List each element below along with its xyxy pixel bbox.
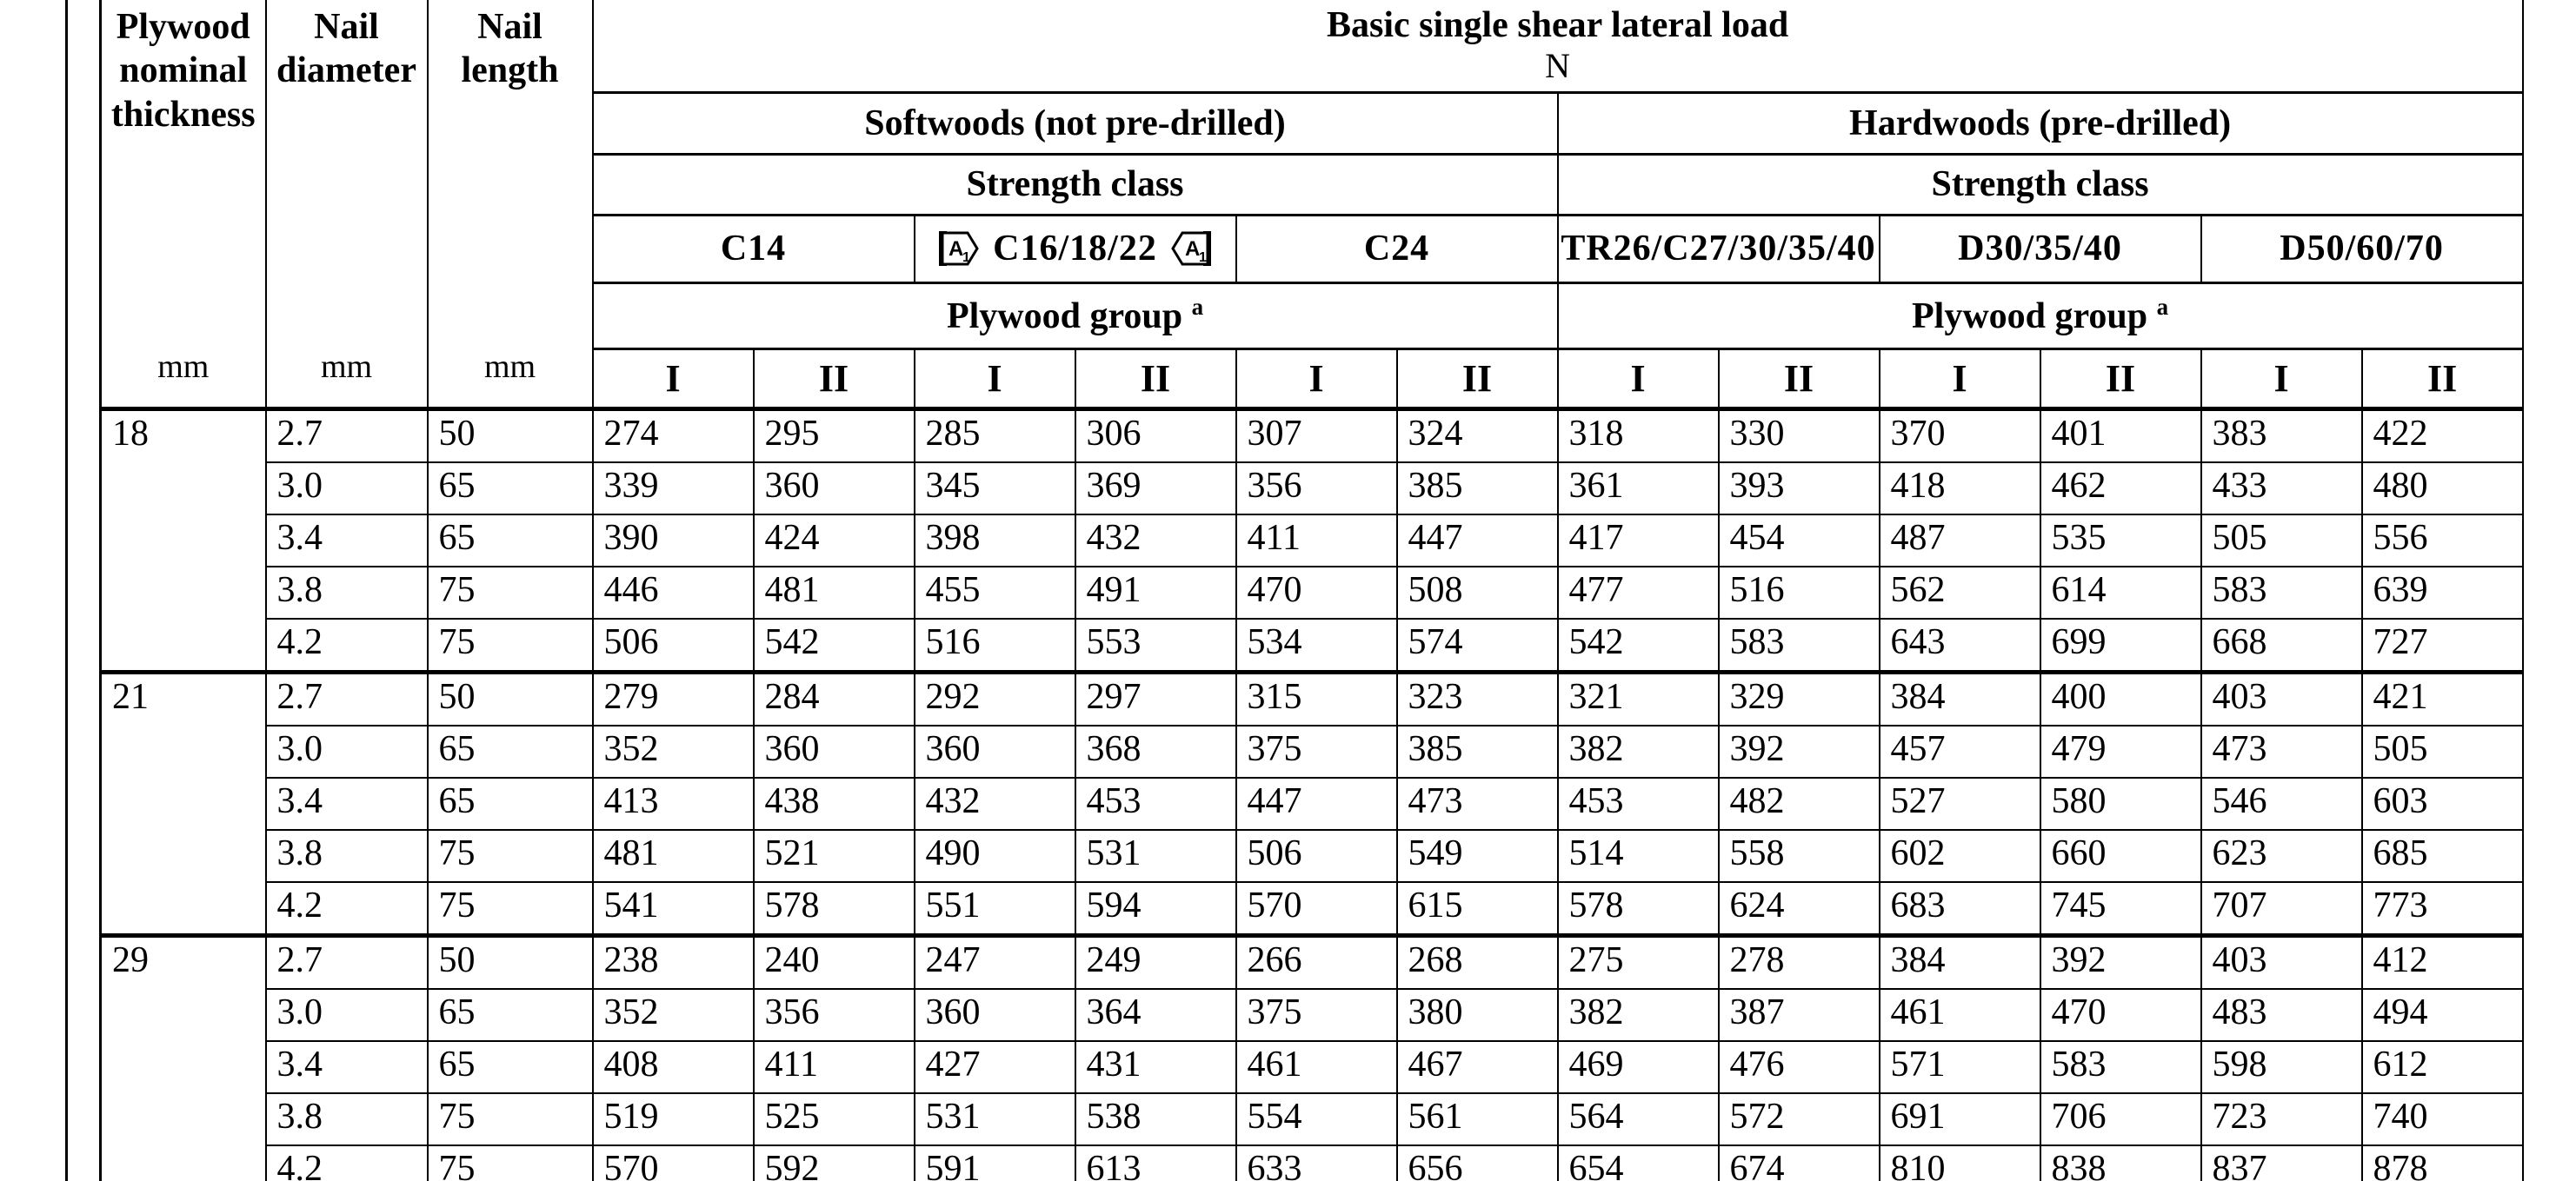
load-value-cell: 773 [2362, 882, 2523, 936]
load-value-cell: 546 [2201, 778, 2362, 830]
group-column-I: I [1880, 348, 2040, 408]
class-header-tr26: TR26/C27/30/35/40 [1558, 215, 1880, 282]
nail-diameter-cell: 3.8 [266, 567, 428, 619]
load-value-cell: 461 [1236, 1041, 1397, 1093]
load-value-cell: 315 [1236, 672, 1397, 726]
load-value-cell: 878 [2362, 1145, 2523, 1181]
load-value-cell: 339 [593, 462, 754, 514]
load-value-cell: 558 [1719, 830, 1880, 882]
load-value-cell: 240 [754, 935, 915, 989]
nail-length-cell: 65 [428, 1041, 593, 1093]
load-value-cell: 505 [2201, 514, 2362, 567]
table-row [101, 726, 2523, 778]
load-value-cell: 481 [754, 567, 915, 619]
load-value-cell: 307 [1236, 408, 1397, 462]
amendment-close-marker-icon [1171, 231, 1211, 266]
load-value-cell: 549 [1397, 830, 1558, 882]
load-value-cell: 306 [1075, 408, 1236, 462]
nail-length-cell: 65 [428, 989, 593, 1041]
load-value-cell: 572 [1719, 1093, 1880, 1145]
load-value-cell: 427 [915, 1041, 1075, 1093]
load-value-cell: 810 [1880, 1145, 2040, 1181]
class-header-c16-18-22-label: C16/18/22 [993, 228, 1157, 269]
load-value-cell: 462 [2040, 462, 2201, 514]
load-value-cell: 534 [1236, 619, 1397, 673]
load-value-cell: 345 [915, 462, 1075, 514]
load-value-cell: 446 [593, 567, 754, 619]
load-value-cell: 837 [2201, 1145, 2362, 1181]
load-value-cell: 487 [1880, 514, 2040, 567]
load-value-cell: 392 [2040, 935, 2201, 989]
load-value-cell: 329 [1719, 672, 1880, 726]
load-value-cell: 656 [1397, 1145, 1558, 1181]
section-header-softwoods: Softwoods (not pre-drilled) [593, 92, 1558, 154]
group-column-II: II [1397, 348, 1558, 408]
plywood-group-header-softwoods: Plywood group $^a$ [593, 282, 1558, 348]
table-row [101, 567, 2523, 619]
load-value-cell: 570 [1236, 882, 1397, 936]
load-value-cell: 527 [1880, 778, 2040, 830]
load-value-cell: 508 [1397, 567, 1558, 619]
nail-diameter-cell: 3.0 [266, 726, 428, 778]
table-row [101, 1041, 2523, 1093]
nail-lateral-load-table [99, 0, 2524, 1181]
load-value-cell: 467 [1397, 1041, 1558, 1093]
load-value-cell: 727 [2362, 619, 2523, 673]
load-value-cell: 531 [915, 1093, 1075, 1145]
load-value-cell: 447 [1236, 778, 1397, 830]
column-header-nail-length [428, 0, 593, 408]
load-value-cell: 654 [1558, 1145, 1719, 1181]
load-value-cell: 578 [1558, 882, 1719, 936]
table-row [101, 935, 2523, 989]
load-value-cell: 356 [754, 989, 915, 1041]
nail-diameter-cell: 4.2 [266, 1145, 428, 1181]
load-value-cell: 612 [2362, 1041, 2523, 1093]
nail-length-cell: 75 [428, 1145, 593, 1181]
load-value-cell: 421 [2362, 672, 2523, 726]
group-column-I: I [1236, 348, 1397, 408]
load-value-cell: 615 [1397, 882, 1558, 936]
load-value-cell: 490 [915, 830, 1075, 882]
load-value-cell: 352 [593, 726, 754, 778]
load-value-cell: 580 [2040, 778, 2201, 830]
load-value-cell: 284 [754, 672, 915, 726]
load-value-cell: 413 [593, 778, 754, 830]
table-row [101, 672, 2523, 726]
load-value-cell: 411 [754, 1041, 915, 1093]
nail-diameter-cell: 2.7 [266, 672, 428, 726]
load-header-title: Basic single shear lateral load [1326, 5, 1789, 46]
load-value-cell: 491 [1075, 567, 1236, 619]
nail-diameter-cell: 2.7 [266, 935, 428, 989]
load-value-cell: 375 [1236, 989, 1397, 1041]
load-value-cell: 470 [2040, 989, 2201, 1041]
load-value-cell: 457 [1880, 726, 2040, 778]
nail-length-cell: 65 [428, 462, 593, 514]
load-value-cell: 494 [2362, 989, 2523, 1041]
nail-length-cell: 65 [428, 778, 593, 830]
load-value-cell: 387 [1719, 989, 1880, 1041]
load-value-cell: 432 [1075, 514, 1236, 567]
load-value-cell: 592 [754, 1145, 915, 1181]
load-value-cell: 393 [1719, 462, 1880, 514]
load-value-cell: 643 [1880, 619, 2040, 673]
svg-text:1: 1 [962, 249, 971, 265]
table-row [101, 462, 2523, 514]
load-value-cell: 400 [2040, 672, 2201, 726]
load-value-cell: 422 [2362, 408, 2523, 462]
load-value-cell: 401 [2040, 408, 2201, 462]
load-header-unit: N [1545, 46, 1571, 86]
nail-length-cell: 50 [428, 408, 593, 462]
load-value-cell: 570 [593, 1145, 754, 1181]
load-value-cell: 516 [1719, 567, 1880, 619]
load-value-cell: 542 [754, 619, 915, 673]
nail-length-cell: 65 [428, 514, 593, 567]
load-value-cell: 356 [1236, 462, 1397, 514]
load-value-cell: 538 [1075, 1093, 1236, 1145]
nail-length-cell: 50 [428, 672, 593, 726]
load-value-cell: 417 [1558, 514, 1719, 567]
load-value-cell: 602 [1880, 830, 2040, 882]
load-value-cell: 531 [1075, 830, 1236, 882]
load-value-cell: 424 [754, 514, 915, 567]
load-value-cell: 275 [1558, 935, 1719, 989]
group-column-II: II [1075, 348, 1236, 408]
load-value-cell: 385 [1397, 462, 1558, 514]
load-value-cell: 453 [1558, 778, 1719, 830]
load-value-cell: 691 [1880, 1093, 2040, 1145]
load-value-cell: 411 [1236, 514, 1397, 567]
nail-length-cell: 75 [428, 882, 593, 936]
table-row [101, 514, 2523, 567]
nail-length-cell: 50 [428, 935, 593, 989]
nail-length-cell: 75 [428, 830, 593, 882]
load-value-cell: 432 [915, 778, 1075, 830]
group-column-I: I [915, 348, 1075, 408]
load-value-cell: 330 [1719, 408, 1880, 462]
load-value-cell: 403 [2201, 672, 2362, 726]
plywood-thickness-cell: 29 [101, 935, 266, 1181]
table-header [101, 0, 2523, 408]
load-value-cell: 525 [754, 1093, 915, 1145]
load-value-cell: 238 [593, 935, 754, 989]
load-value-cell: 477 [1558, 567, 1719, 619]
table-row [101, 408, 2523, 462]
group-column-I: I [593, 348, 754, 408]
load-value-cell: 535 [2040, 514, 2201, 567]
class-header-c14: C14 [593, 215, 915, 282]
load-value-cell: 556 [2362, 514, 2523, 567]
load-value-cell: 519 [593, 1093, 754, 1145]
load-value-cell: 461 [1880, 989, 2040, 1041]
load-value-cell: 554 [1236, 1093, 1397, 1145]
nail-diameter-cell: 4.2 [266, 619, 428, 673]
footnote-ref-a: a [1191, 294, 1204, 320]
load-value-cell: 633 [1236, 1145, 1397, 1181]
load-value-cell: 392 [1719, 726, 1880, 778]
column-header-plywood-thickness [101, 0, 266, 408]
load-value-cell: 591 [915, 1145, 1075, 1181]
load-value-cell: 745 [2040, 882, 2201, 936]
footnote-ref-a: a [2156, 294, 2169, 320]
load-value-cell: 480 [2362, 462, 2523, 514]
load-value-cell: 384 [1880, 935, 2040, 989]
load-value-cell: 470 [1236, 567, 1397, 619]
load-value-cell: 408 [593, 1041, 754, 1093]
load-value-cell: 469 [1558, 1041, 1719, 1093]
strength-class-label-softwoods: Strength class [593, 154, 1558, 215]
amendment-open-marker-icon [939, 231, 979, 266]
load-value-cell: 551 [915, 882, 1075, 936]
load-value-cell: 403 [2201, 935, 2362, 989]
load-value-cell: 447 [1397, 514, 1558, 567]
load-value-cell: 274 [593, 408, 754, 462]
nail-diameter-cell: 3.4 [266, 514, 428, 567]
nail-diameter-title: Nail diameter [276, 7, 416, 91]
class-header-d30-35-40: D30/35/40 [1880, 215, 2201, 282]
nail-diameter-cell: 3.8 [266, 1093, 428, 1145]
table-row [101, 830, 2523, 882]
load-value-cell: 360 [754, 462, 915, 514]
load-value-cell: 454 [1719, 514, 1880, 567]
nail-length-cell: 75 [428, 1093, 593, 1145]
nail-length-cell: 65 [428, 726, 593, 778]
class-header-c24: C24 [1236, 215, 1558, 282]
nail-diameter-cell: 4.2 [266, 882, 428, 936]
load-value-cell: 594 [1075, 882, 1236, 936]
load-value-cell: 483 [2201, 989, 2362, 1041]
load-value-cell: 318 [1558, 408, 1719, 462]
load-value-cell: 740 [2362, 1093, 2523, 1145]
load-value-cell: 598 [2201, 1041, 2362, 1093]
load-value-cell: 268 [1397, 935, 1558, 989]
load-value-cell: 383 [2201, 408, 2362, 462]
load-value-cell: 685 [2362, 830, 2523, 882]
nail-length-cell: 75 [428, 567, 593, 619]
nail-diameter-unit: mm [320, 348, 373, 385]
load-value-cell: 384 [1880, 672, 2040, 726]
group-column-II: II [2362, 348, 2523, 408]
table-row [101, 778, 2523, 830]
load-value-cell: 578 [754, 882, 915, 936]
nail-length-unit: mm [483, 348, 536, 385]
strength-class-label-hardwoods: Strength class [1558, 154, 2523, 215]
load-value-cell: 723 [2201, 1093, 2362, 1145]
load-header-cell [593, 0, 2523, 92]
group-column-I: I [2201, 348, 2362, 408]
group-column-I: I [1558, 348, 1719, 408]
load-value-cell: 473 [1397, 778, 1558, 830]
load-value-cell: 614 [2040, 567, 2201, 619]
load-value-cell: 505 [2362, 726, 2523, 778]
load-value-cell: 683 [1880, 882, 2040, 936]
load-value-cell: 613 [1075, 1145, 1236, 1181]
load-value-cell: 506 [593, 619, 754, 673]
nail-diameter-cell: 3.0 [266, 462, 428, 514]
nail-diameter-cell: 3.4 [266, 1041, 428, 1093]
nail-diameter-cell: 3.4 [266, 778, 428, 830]
load-value-cell: 360 [915, 989, 1075, 1041]
load-value-cell: 541 [593, 882, 754, 936]
load-value-cell: 674 [1719, 1145, 1880, 1181]
load-value-cell: 476 [1719, 1041, 1880, 1093]
load-value-cell: 321 [1558, 672, 1719, 726]
plywood-group-header-hardwoods: Plywood group $^a$ [1558, 282, 2523, 348]
group-column-II: II [1719, 348, 1880, 408]
load-value-cell: 583 [1719, 619, 1880, 673]
plywood-thickness-cell: 21 [101, 672, 266, 935]
section-header-hardwoods: Hardwoods (pre-drilled) [1558, 92, 2523, 154]
load-value-cell: 574 [1397, 619, 1558, 673]
svg-text:A: A [1184, 236, 1201, 261]
load-value-cell: 564 [1558, 1093, 1719, 1145]
load-value-cell: 623 [2201, 830, 2362, 882]
load-value-cell: 699 [2040, 619, 2201, 673]
svg-text:1: 1 [1198, 249, 1207, 265]
nail-length-title: Nail length [461, 7, 559, 91]
load-value-cell: 295 [754, 408, 915, 462]
load-value-cell: 398 [915, 514, 1075, 567]
load-value-cell: 382 [1558, 989, 1719, 1041]
load-value-cell: 385 [1397, 726, 1558, 778]
nail-diameter-cell: 2.7 [266, 408, 428, 462]
load-value-cell: 297 [1075, 672, 1236, 726]
load-value-cell: 624 [1719, 882, 1880, 936]
load-value-cell: 292 [915, 672, 1075, 726]
load-value-cell: 361 [1558, 462, 1719, 514]
load-value-cell: 481 [593, 830, 754, 882]
load-value-cell: 506 [1236, 830, 1397, 882]
load-value-cell: 279 [593, 672, 754, 726]
load-value-cell: 482 [1719, 778, 1880, 830]
load-value-cell: 583 [2201, 567, 2362, 619]
load-value-cell: 603 [2362, 778, 2523, 830]
load-value-cell: 521 [754, 830, 915, 882]
class-header-c16-18-22 [915, 215, 1236, 282]
load-value-cell: 562 [1880, 567, 2040, 619]
load-value-cell: 453 [1075, 778, 1236, 830]
load-value-cell: 479 [2040, 726, 2201, 778]
load-value-cell: 285 [915, 408, 1075, 462]
load-value-cell: 706 [2040, 1093, 2201, 1145]
load-value-cell: 360 [915, 726, 1075, 778]
load-value-cell: 418 [1880, 462, 2040, 514]
table-row [101, 619, 2523, 673]
plywood-thickness-unit: mm [157, 348, 210, 385]
load-value-cell: 360 [754, 726, 915, 778]
load-value-cell: 249 [1075, 935, 1236, 989]
nail-length-cell: 75 [428, 619, 593, 673]
load-value-cell: 707 [2201, 882, 2362, 936]
table-row [101, 882, 2523, 936]
svg-text:A: A [949, 236, 964, 261]
load-value-cell: 375 [1236, 726, 1397, 778]
load-value-cell: 660 [2040, 830, 2201, 882]
table-row [101, 1145, 2523, 1181]
table-body [101, 408, 2523, 1181]
nail-diameter-cell: 3.8 [266, 830, 428, 882]
plywood-thickness-title: Plywood nominal thickness [110, 7, 256, 135]
table-row [101, 1093, 2523, 1145]
load-value-cell: 369 [1075, 462, 1236, 514]
load-value-cell: 431 [1075, 1041, 1236, 1093]
load-value-cell: 390 [593, 514, 754, 567]
group-column-II: II [2040, 348, 2201, 408]
class-header-d50-60-70: D50/60/70 [2201, 215, 2523, 282]
load-value-cell: 514 [1558, 830, 1719, 882]
load-value-cell: 247 [915, 935, 1075, 989]
load-value-cell: 324 [1397, 408, 1558, 462]
page-margin-rule [65, 0, 68, 1181]
load-value-cell: 553 [1075, 619, 1236, 673]
load-value-cell: 438 [754, 778, 915, 830]
load-value-cell: 382 [1558, 726, 1719, 778]
load-value-cell: 668 [2201, 619, 2362, 673]
load-value-cell: 364 [1075, 989, 1236, 1041]
load-value-cell: 838 [2040, 1145, 2201, 1181]
load-value-cell: 639 [2362, 567, 2523, 619]
table-row [101, 989, 2523, 1041]
load-value-cell: 266 [1236, 935, 1397, 989]
nail-diameter-cell: 3.0 [266, 989, 428, 1041]
load-value-cell: 571 [1880, 1041, 2040, 1093]
load-value-cell: 370 [1880, 408, 2040, 462]
column-header-nail-diameter [266, 0, 428, 408]
group-column-II: II [754, 348, 915, 408]
load-value-cell: 278 [1719, 935, 1880, 989]
load-value-cell: 412 [2362, 935, 2523, 989]
plywood-thickness-cell: 18 [101, 408, 266, 672]
load-value-cell: 352 [593, 989, 754, 1041]
load-value-cell: 542 [1558, 619, 1719, 673]
load-value-cell: 433 [2201, 462, 2362, 514]
load-value-cell: 323 [1397, 672, 1558, 726]
load-value-cell: 380 [1397, 989, 1558, 1041]
load-value-cell: 473 [2201, 726, 2362, 778]
load-value-cell: 368 [1075, 726, 1236, 778]
load-value-cell: 561 [1397, 1093, 1558, 1145]
load-value-cell: 516 [915, 619, 1075, 673]
load-value-cell: 583 [2040, 1041, 2201, 1093]
load-value-cell: 455 [915, 567, 1075, 619]
